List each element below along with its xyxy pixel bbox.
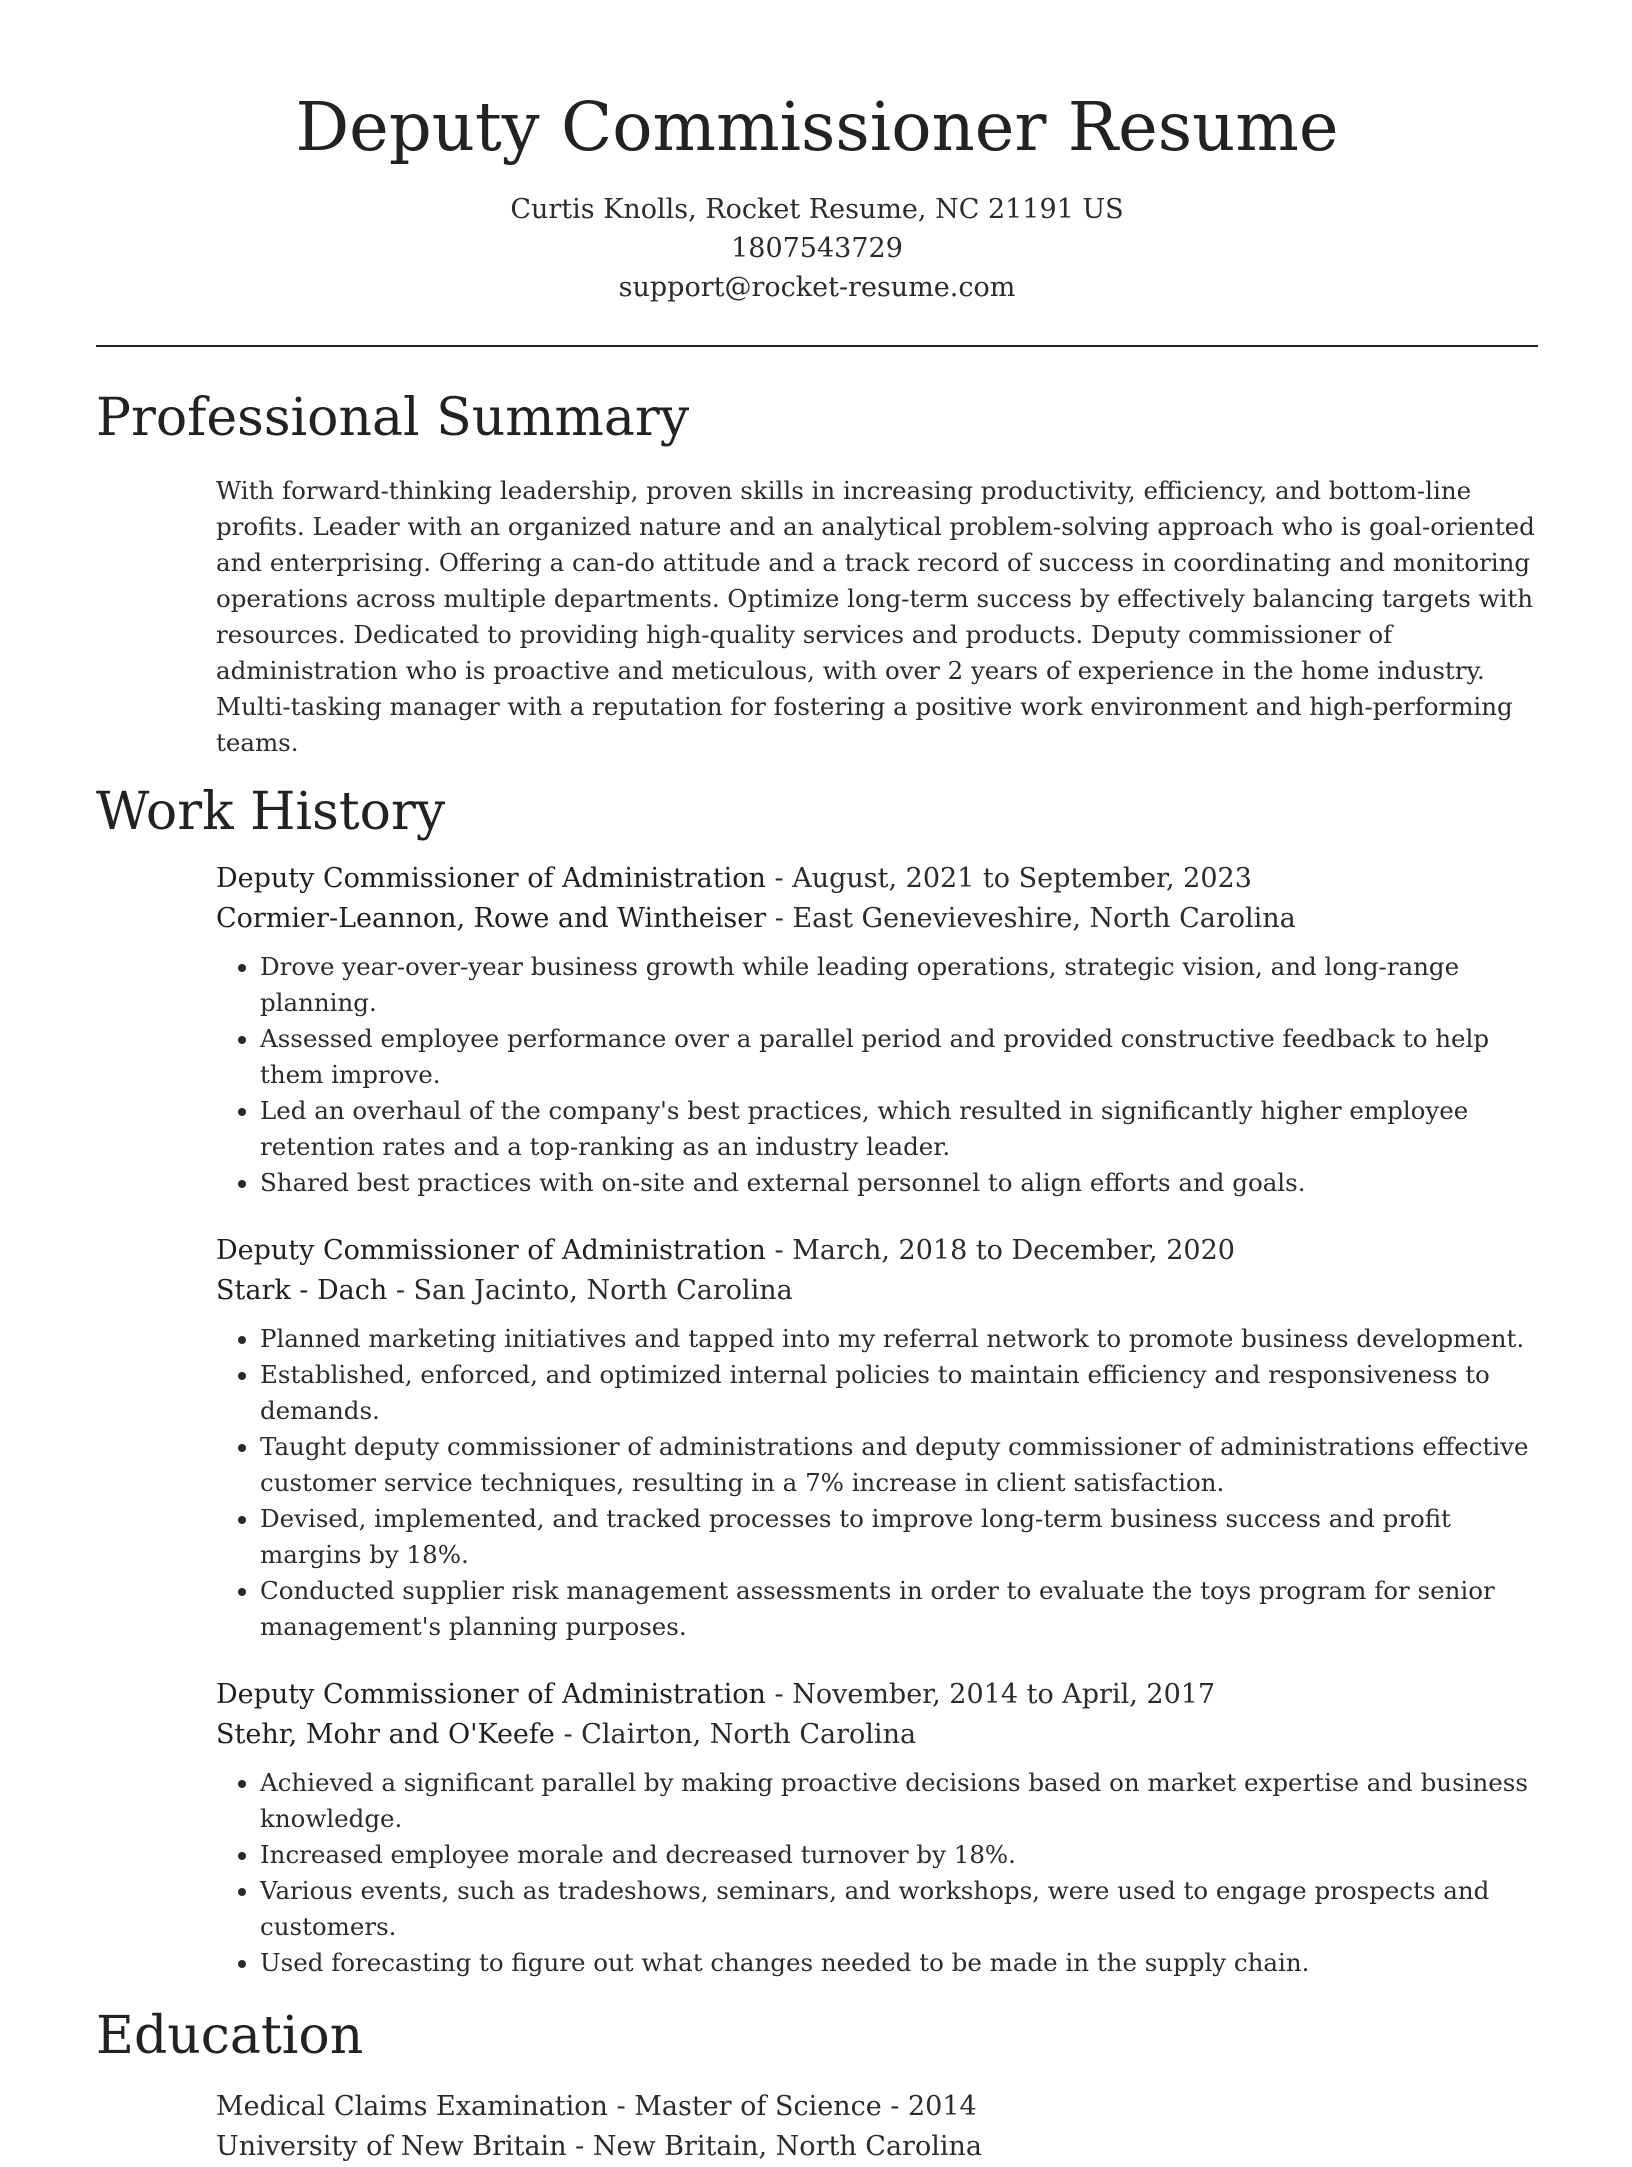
- education-entry: [216, 2087, 1538, 2167]
- job-bullet: • Assessed employee performance over a parallel period and provided constructive feedback to help them improve.: [260, 1021, 1538, 1093]
- job-bullet: • Shared best practices with on-site and external personnel to align efforts and goals.: [260, 1165, 1538, 1201]
- job-bullet: • Increased employee morale and decreased turnover by 18%.: [260, 1837, 1538, 1873]
- job-bullet: • Various events, such as tradeshows, seminars, and workshops, were used to engage prospects and customers.: [260, 1873, 1538, 1945]
- job-company-line: [216, 1271, 1538, 1311]
- education-school-line: [216, 2127, 1538, 2167]
- job-dates: - November, 2014 to April, 2017: [765, 1679, 1216, 1710]
- resume-title: Deputy Commissioner Resume: [295, 88, 1339, 166]
- job-company-line: [216, 899, 1538, 939]
- job-bullet: • Drove year-over-year business growth while leading operations, strategic vision, and long-range planning.: [260, 949, 1538, 1021]
- job-bullet: • Used forecasting to figure out what changes needed to be made in the supply chain.: [260, 1945, 1538, 1981]
- job-company: Stark - Dach: [216, 1275, 388, 1306]
- work-history-heading: Work History: [96, 782, 446, 842]
- education-degree-line: Medical Claims Examination - Master of Science - 2014: [216, 2091, 977, 2122]
- job-title-line: [216, 1675, 1538, 1715]
- job-entry: [216, 1675, 1538, 1981]
- work-history-list: [96, 859, 1538, 1981]
- job-bullet: • Achieved a significant parallel by making proactive decisions based on market expertise and business knowledge.: [260, 1765, 1538, 1837]
- job-title-line: [216, 859, 1538, 899]
- resume-header: [96, 0, 1538, 307]
- job-title-line: [216, 1231, 1538, 1271]
- header-divider: [96, 345, 1538, 347]
- job-dates: - August, 2021 to September, 2023: [765, 863, 1252, 894]
- job-company-line: [216, 1715, 1538, 1755]
- job-bullets: [216, 1765, 1538, 1981]
- job-title: Deputy Commissioner of Administration: [216, 1679, 766, 1710]
- job-title: Deputy Commissioner of Administration: [216, 863, 766, 894]
- contact-address: Curtis Knolls, Rocket Resume, NC 21191 US: [510, 194, 1124, 225]
- contact-email: support@rocket-resume.com: [618, 272, 1016, 303]
- education-location: - New Britain, North Carolina: [566, 2131, 982, 2162]
- resume-page: [96, 0, 1538, 2167]
- job-bullet: • Established, enforced, and optimized internal policies to maintain efficiency and responsiveness to demands.: [260, 1357, 1538, 1429]
- education-heading: Education: [96, 2006, 364, 2066]
- job-bullet: • Conducted supplier risk management assessments in order to evaluate the toys program for senior management's planning purposes.: [260, 1573, 1538, 1645]
- job-location: - Clairton, North Carolina: [554, 1719, 917, 1750]
- job-bullet: • Devised, implemented, and tracked processes to improve long-term business success and profit margins by 18%.: [260, 1501, 1538, 1573]
- job-dates: - March, 2018 to December, 2020: [765, 1235, 1235, 1266]
- job-bullet: • Led an overhaul of the company's best practices, which resulted in significantly higher employee retention rates and a top-ranking as an industry leader.: [260, 1093, 1538, 1165]
- education-school: University of New Britain: [216, 2131, 567, 2162]
- job-entry: [216, 1231, 1538, 1645]
- job-bullets: [216, 1321, 1538, 1645]
- job-bullet: • Taught deputy commissioner of administrations and deputy commissioner of administrations effective customer service techniques, resulting in a 7% increase in client satisfaction.: [260, 1429, 1538, 1501]
- contact-phone: 1807543729: [731, 233, 903, 264]
- job-bullet: • Planned marketing initiatives and tapped into my referral network to promote business development.: [260, 1321, 1538, 1357]
- summary-text: With forward-thinking leadership, proven skills in increasing productivity, efficiency, and bottom-line profits. Leader with an organized nature and an analytical problem-solving approach who is goal-oriented and enterprising. Offering a can-do attitude and a track record of success in coordinating and monitoring operations across multiple departments. Optimize long-term success by effectively balancing targets with resources. Dedicated to providing high-quality services and products. Deputy commissioner of administration who is proactive and meticulous, with over 2 years of experience in the home industry. Multi-tasking manager with a reputation for fostering a positive work environment and high-performing teams.: [216, 476, 1535, 757]
- contact-block: [96, 190, 1538, 307]
- job-location: - San Jacinto, North Carolina: [387, 1275, 793, 1306]
- job-company: Stehr, Mohr and O'Keefe: [216, 1719, 555, 1750]
- job-company: Cormier-Leannon, Rowe and Wintheiser: [216, 903, 767, 934]
- job-title: Deputy Commissioner of Administration: [216, 1235, 766, 1266]
- job-bullets: [216, 949, 1538, 1201]
- job-entry: [216, 859, 1538, 1201]
- job-location: - East Genevieveshire, North Carolina: [766, 903, 1296, 934]
- summary-heading: Professional Summary: [96, 388, 690, 448]
